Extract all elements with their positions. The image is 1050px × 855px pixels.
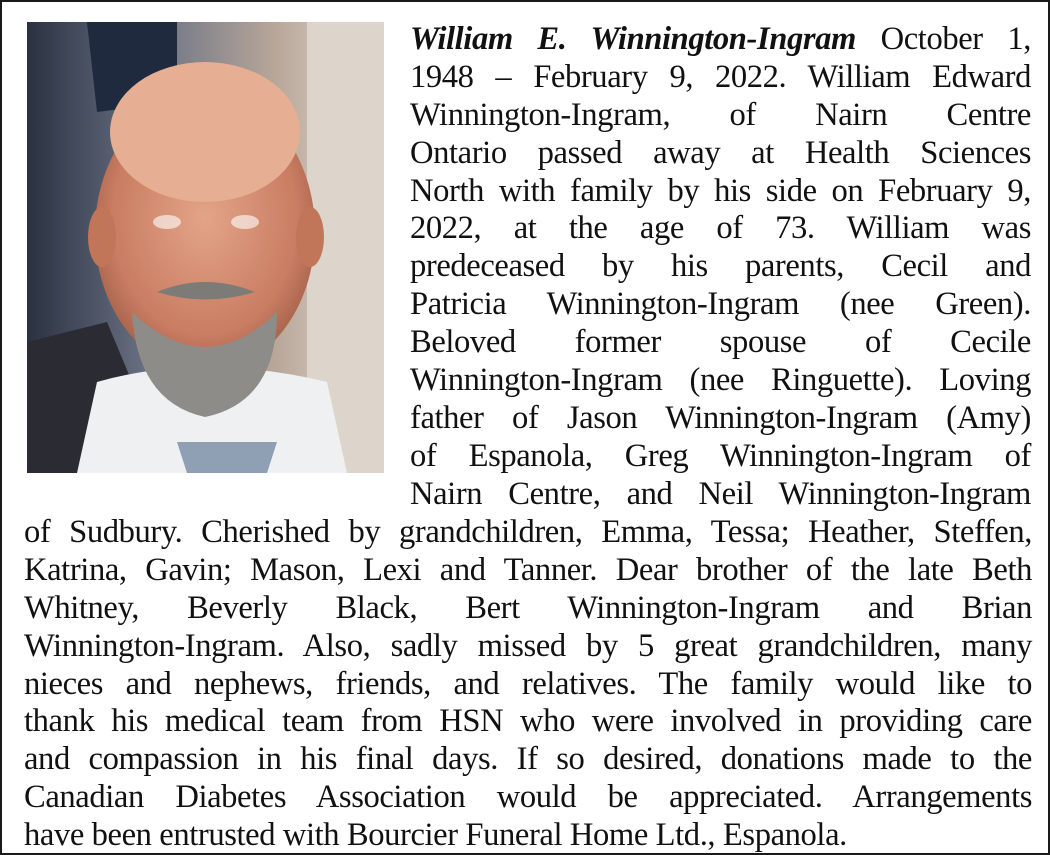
text-line: of Sudbury. Cherished by grandchildren, Emma, Tessa; Heather, Steffen,	[24, 514, 1032, 550]
text-line: Winnington-Ingram, of Nairn Centre	[410, 96, 1031, 133]
text-line: Ontario passed away at Health Sciences	[410, 134, 1031, 171]
text-line: and compassion in his final days. If so desired, donations made to the	[24, 741, 1032, 778]
deceased-name: William E. Winnington-Ingram	[410, 21, 856, 57]
text-line: Winnington-Ingram. Also, sadly missed by 5 great grandchildren, many	[24, 627, 1032, 664]
text-line: nieces and nephews, friends, and relatives. The family would like to	[24, 665, 1032, 702]
obituary-text-bottom	[24, 514, 1032, 855]
text-line: have been entrusted with Bourcier Funeral Home Ltd., Espanola.	[24, 817, 847, 854]
text-line: 1948 – February 9, 2022. William Edward	[410, 58, 1031, 95]
text-line: Beloved former spouse of Cecile	[410, 324, 1031, 361]
text-line: 2022, at the age of 73. William was	[410, 210, 1031, 247]
text-line: predeceased by his parents, Cecil and	[410, 248, 1031, 285]
text-line: thank his medical team from HSN who were involved in providing care	[24, 703, 1032, 740]
obituary-text-top	[410, 21, 1031, 514]
text-line: father of Jason Winnington-Ingram (Amy)	[410, 399, 1031, 436]
text-line: William E. Winnington-Ingram October 1,	[410, 21, 1032, 57]
text-line: of Espanola, Greg Winnington-Ingram of	[410, 437, 1031, 474]
text-line: Winnington-Ingram (nee Ringuette). Loving	[410, 362, 1031, 399]
text-line: Patricia Winnington-Ingram (nee Green).	[410, 286, 1031, 323]
text-line: Canadian Diabetes Association would be appreciated. Arrangements	[24, 779, 1032, 816]
text-line: North with family by his side on February 9,	[410, 172, 1031, 209]
text-line: Whitney, Beverly Black, Bert Winnington-Ingram and Brian	[24, 589, 1032, 626]
text-line: Katrina, Gavin; Mason, Lexi and Tanner. Dear brother of the late Beth	[24, 551, 1032, 588]
portrait-photo	[27, 22, 384, 473]
text-line: Nairn Centre, and Neil Winnington-Ingram	[410, 475, 1031, 512]
